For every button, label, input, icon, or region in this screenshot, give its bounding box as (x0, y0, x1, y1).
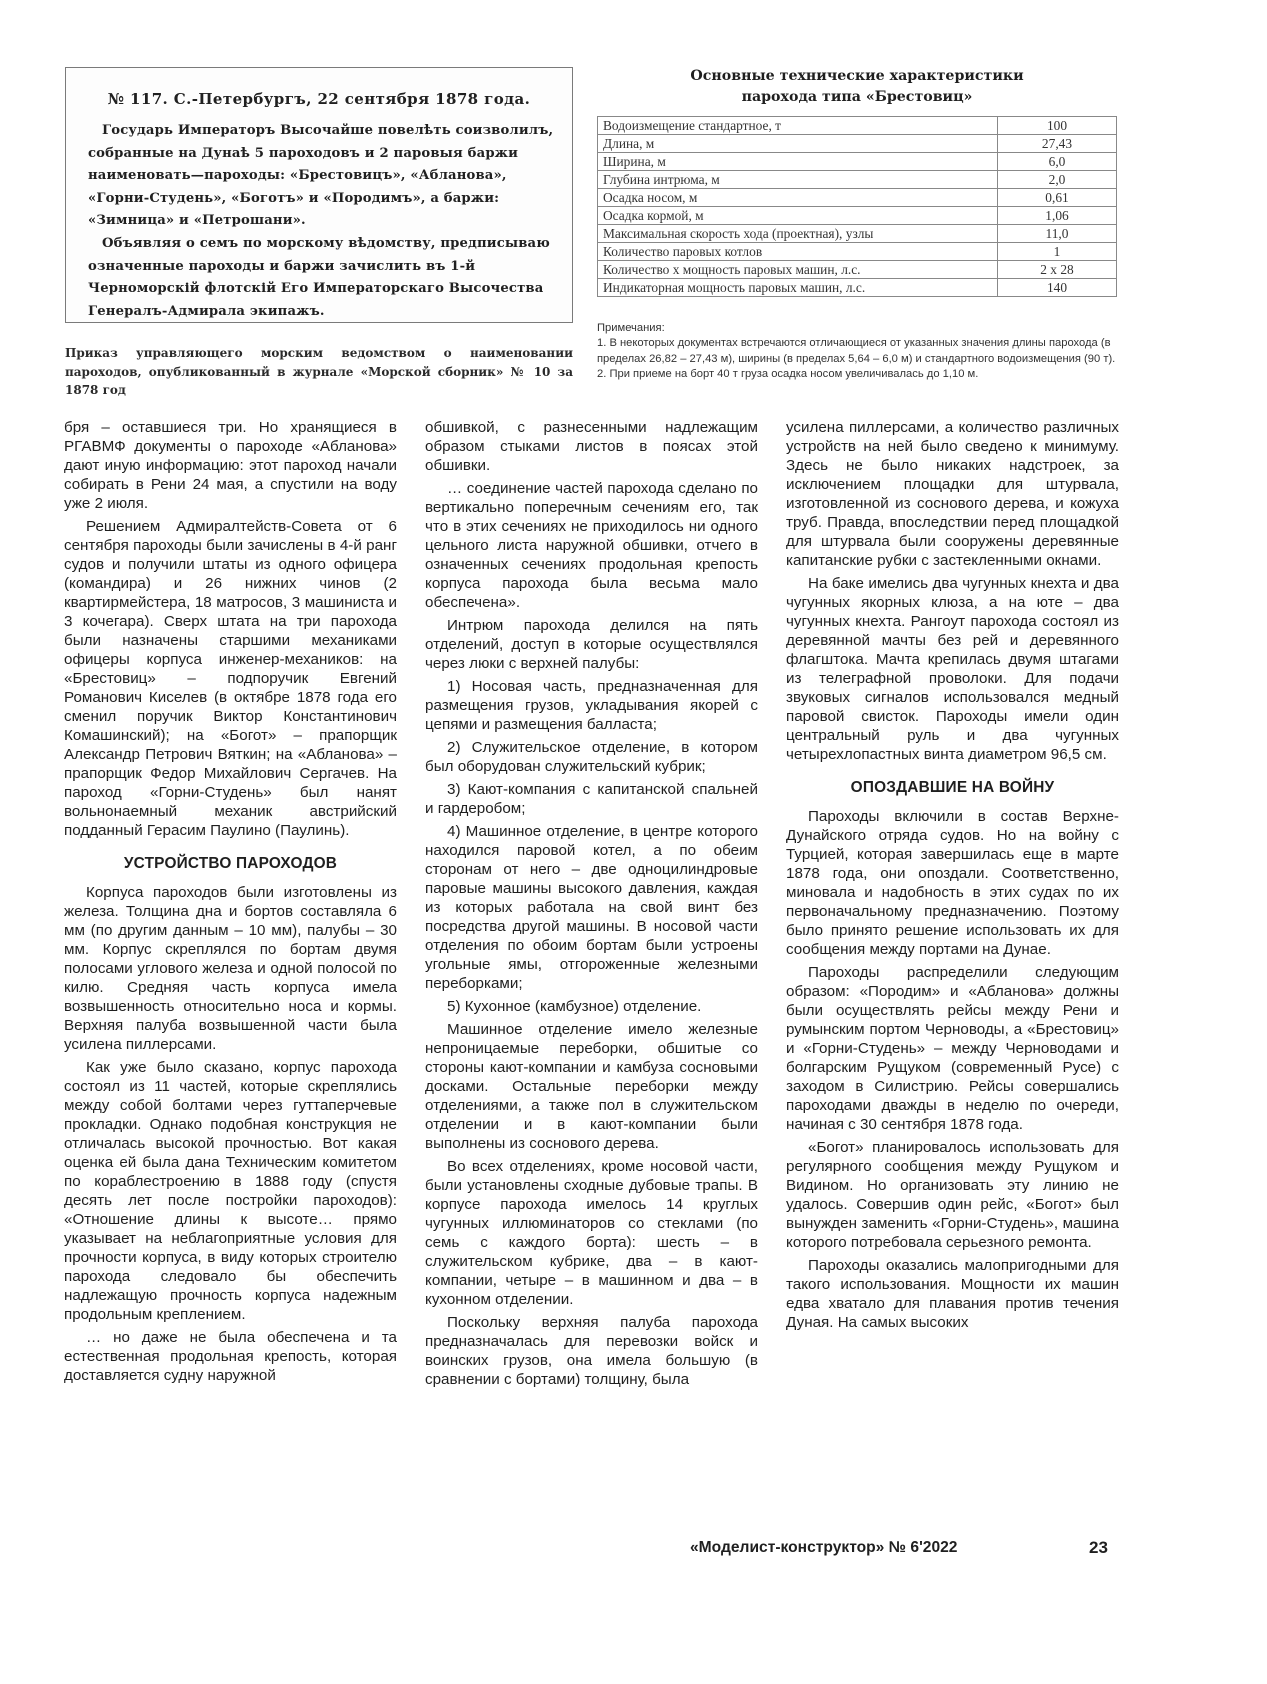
magazine-footer: «Моделист-конструктор» № 6'2022 (690, 1539, 958, 1556)
paragraph: … но даже не была обеспечена и та естественная продольная крепость, которая доставляется судну наружной (64, 1329, 397, 1384)
specs-label: Глубина интрюма, м (598, 171, 998, 189)
paragraph: Как уже было сказано, корпус парохода состоял из 11 частей, которые скреплялись между собой болтами через гуттаперчевые прокладки. Однако подобная конструкция не отличалась высокой прочностью. Вот какая оценка ей была дана Техническим комитетом по кораблестроению в 1888 году (спустя десять лет после постройки пароходов): «Отношение длины к высоте… прямо указывает на неблагоприятные условия для прочности корпуса, в виду которых строителю парохода следовало бы обеспечить надлежащую прочность корпуса надежным продольным креплением. (64, 1059, 397, 1323)
specs-label: Водоизмещение стандартное, т (598, 117, 998, 135)
specs-label: Количество паровых котлов (598, 243, 998, 261)
specs-label: Ширина, м (598, 153, 998, 171)
specs-row (598, 243, 1117, 261)
specs-value: 140 (998, 279, 1117, 297)
list-item: 4) Машинное отделение, в центре которого находился паровой котел, а по обеим сторонам от него – две одноцилиндровые паровые машины высокого давления, каждая из которых работала на свой винт без посредства другой машины. В носовой части отделения по обоим бортам были устроены угольные ямы, отгороженные железными переборками; (425, 823, 758, 992)
specs-notes (597, 321, 1120, 383)
specs-row (598, 279, 1117, 297)
specs-value: 100 (998, 117, 1117, 135)
specs-row (598, 225, 1117, 243)
specs-row (598, 153, 1117, 171)
specs-value: 27,43 (998, 135, 1117, 153)
paragraph: Поскольку верхняя палуба парохода предназначалась для перевозки войск и воинских грузов, она имела большую (в сравнении с бортами) толщину, была (425, 1314, 758, 1388)
specs-row (598, 117, 1117, 135)
specs-value: 11,0 (998, 225, 1117, 243)
article-column-3 (786, 418, 1119, 1336)
specs-value: 2,0 (998, 171, 1117, 189)
specs-label: Индикаторная мощность паровых машин, л.с. (598, 279, 998, 297)
paragraph: бря – оставшиеся три. Но хранящиеся в РГАВМФ документы о пароходе «Абланова» дают иную информацию: этот пароход начали собирать в Рени 24 мая, а спустили на воду уже 2 июля. (64, 419, 397, 512)
specs-label: Длина, м (598, 135, 998, 153)
decree-box (65, 67, 573, 323)
section-heading: УСТРОЙСТВО ПАРОХОДОВ (123, 855, 338, 872)
article-column-2 (425, 418, 758, 1393)
specs-table (597, 116, 1117, 297)
specs-title-line: Основные технические характеристики (690, 68, 1024, 84)
section-heading: ОПОЗДАВШИЕ НА ВОЙНУ (850, 779, 1055, 796)
paragraph: Корпуса пароходов были изготовлены из железа. Толщина дна и бортов составляла 6 мм (по другим данным – 10 мм), палубы – 30 мм. Корпус скреплялся по бортам двумя полосами углового железа и одной полосой по килю. Средняя часть корпуса имела возвышенность относительно носа и кормы. Верхняя палуба возвышенной части была усилена пиллерсами. (64, 884, 397, 1053)
paragraph: Пароходы распределили следующим образом: «Породим» и «Абланова» должны были осуществлять рейсы между Рени и румынским портом Черноводы, а «Брестовиц» и «Горни-Студень» – между Черноводами и болгарским Рущуком (современный Русе) с заходом в Силистрию. Рейсы совершались пароходами дважды в неделю по очереди, начиная с 30 сентября 1878 года. (786, 964, 1119, 1133)
paragraph: обшивкой, с разнесенными надлежащим образом стыками листов в поясах этой обшивки. (425, 419, 758, 474)
list-item: 2) Служительское отделение, в котором был оборудован служительский кубрик; (425, 739, 758, 775)
specs-label: Количество х мощность паровых машин, л.с. (598, 261, 998, 279)
note-item: 2. При приеме на борт 40 т груза осадка носом увеличивалась до 1,10 м. (597, 368, 979, 381)
paragraph: Интрюм парохода делился на пять отделений, доступ в которые осуществлялся через люки с верхней палубы: (425, 617, 758, 672)
specs-title-line: парохода типа «Брестовиц» (741, 89, 973, 105)
specs-value: 1 (998, 243, 1117, 261)
list-item: 3) Кают-компания с капитанской спальней и гардеробом; (425, 781, 758, 817)
paragraph: На баке имелись два чугунных кнехта и два чугунных якорных клюза, а на юте – два чугунных кнехта. Рангоут парохода состоял из деревянной мачты без рей и деревянного флагштока. Мачта крепилась двумя штагами из телеграфной проволоки. Для подачи звуковых сигналов использовался медный паровой свисток. Пароходы имели один центральный руль и два чугунных четырехлопастных винта диаметром 96,5 см. (786, 575, 1119, 763)
figure-caption: Приказ управляющего морским ведомством о наименовании пароходов, опубликованный в журнале «Морской сборник» № 10 за 1878 год (65, 346, 573, 397)
paragraph: … соединение частей парохода сделано по вертикально поперечным сечениям его, так что в этих сечениях не приходилось ни одного цельного листа наружной обшивки, отчего в означенных сечениях продольная крепость корпуса парохода была весьма мало обеспечена». (425, 480, 758, 611)
specs-value: 2 х 28 (998, 261, 1117, 279)
specs-row (598, 207, 1117, 225)
paragraph: Машинное отделение имело железные непроницаемые переборки, обшитые со стороны кают-компании и камбуза сосновыми досками. Остальные переборки между отделениями, а также пол в служительском отделении и в кают-компании были выполнены из соснового дерева. (425, 1021, 758, 1152)
specs-label: Максимальная скорость хода (проектная), узлы (598, 225, 998, 243)
specs-row (598, 171, 1117, 189)
paragraph: Пароходы включили в состав Верхне-Дунайского отряда судов. Но на войну с Турцией, которая завершилась еще в марте 1878 года, они опоздали. Соответственно, миновала и надобность в этих судах по их первоначальному предназначению. Поэтому было принято решение использовать их для сообщения между портами на Дунае. (786, 808, 1119, 958)
specs-title (597, 66, 1117, 108)
decree-header: № 117. С.-Петербургъ, 22 сентября 1878 года. (107, 90, 531, 108)
paragraph: Решением Адмиралтейств-Совета от 6 сентября пароходы были зачислены в 4-й ранг судов и получили штаты из одного офицера (командира) и 26 нижних чинов (2 квартирмейстера, 18 матросов, 3 машиниста и 3 кочегара). Сверх штата на три парохода были назначены старшими механиками офицеры корпуса инженер-механиков: на «Брестовиц» – подпоручик Евгений Романович Киселев (в октябре 1878 года его сменил поручик Виктор Константинович Комашинский); на «Богот» – прапорщик Александр Петрович Вяткин; на «Абланова» – прапорщик Федор Михайлович Сергачев. На пароход «Горни-Студень» был нанят вольнонаемный механик австрийский подданный Герасим Паулино (Паулинь). (64, 518, 397, 839)
list-item: 1) Носовая часть, предназначенная для размещения грузов, укладывания якорей с цепями и размещения балласта; (425, 678, 758, 733)
list-item: 5) Кухонное (камбузное) отделение. (447, 998, 702, 1015)
decree-paragraph: Объявляя о семъ по морскому вѣдомству, предписываю означенные пароходы и баржи зачислить въ 1-й Черноморскій флотскій Его Императорскаго Высочества Генералъ-Адмирала экипажъ. (88, 235, 550, 319)
specs-value: 1,06 (998, 207, 1117, 225)
decree-paragraph: Государь Императоръ Высочайше повелѣть соизволилъ, собранные на Дунаѣ 5 пароходовъ и 2 паровыя баржи наименовать—пароходы: «Брестовицъ», «Абланова», «Горни-Студень», «Боготъ» и «Породимъ», а баржи: «Зимница» и «Петрошани». (88, 123, 554, 229)
specs-value: 6,0 (998, 153, 1117, 171)
notes-title: Примечания: (597, 322, 665, 334)
page-number: 23 (1089, 1538, 1108, 1557)
note-item: 1. В некоторых документах встречаются отличающиеся от указанных значения длины парохода (в пределах 26,82 – 27,43 м), ширины (в пределах 5,64 – 6,0 м) и стандартного водоизмещения (90 т). (597, 337, 1116, 365)
specs-row (598, 135, 1117, 153)
article-column-1 (64, 418, 397, 1389)
paragraph: Во всех отделениях, кроме носовой части, были установлены сходные дубовые трапы. В корпусе парохода имелось 14 круглых чугунных иллюминаторов со стеклами (по семь с каждого борта): шесть – в служительском кубрике, два – в кают-компании, четыре – в машинном и два – в кухонном отделении. (425, 1158, 758, 1308)
specs-label: Осадка носом, м (598, 189, 998, 207)
paragraph: Пароходы оказались малопригодными для такого использования. Мощности их машин едва хватало для плавания против течения Дуная. На самых высоких (786, 1257, 1119, 1331)
specs-row (598, 189, 1117, 207)
specs-label: Осадка кормой, м (598, 207, 998, 225)
paragraph: «Богот» планировалось использовать для регулярного сообщения между Рущуком и Видином. Но организовать эту линию не удалось. Совершив один рейс, «Богот» был вынужден заменить «Горни-Студень», машина которого потребовала серьезного ремонта. (786, 1139, 1119, 1251)
specs-row (598, 261, 1117, 279)
paragraph: усилена пиллерсами, а количество различных устройств на ней было сведено к минимуму. Здесь не было никаких надстроек, за исключением площадки для штурвала, изготовленной из соснового дерева, и кожуха труб. Правда, впоследствии перед площадкой для штурвала были сооружены деревянные капитанские рубки с застекленными окнами. (786, 419, 1119, 569)
specs-value: 0,61 (998, 189, 1117, 207)
